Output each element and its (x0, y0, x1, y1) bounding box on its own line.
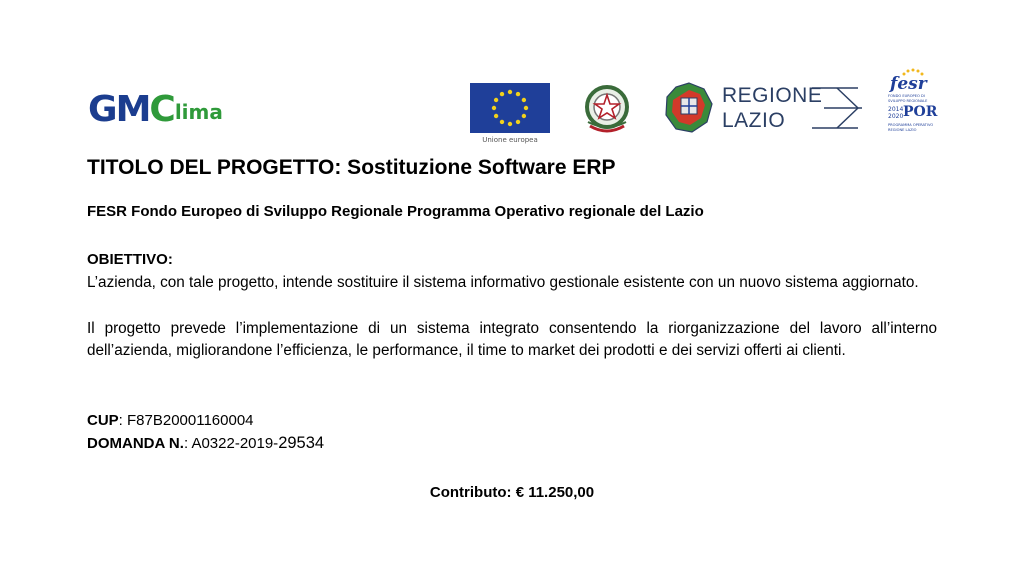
gmclima-logo (88, 88, 223, 128)
gmc-logo-c: C (149, 89, 174, 130)
lazio-logo-line2: LAZIO (722, 109, 786, 132)
eu-flag-icon (470, 83, 550, 133)
domanda-value-number: 29534 (278, 434, 325, 452)
objective-paragraph-1: L’azienda, con tale progetto, intende sostituire il sistema informativo gestionale esistente con un nuovo sistema aggiornato. (87, 274, 919, 291)
fesr-word: fesr (890, 74, 927, 94)
fesr-por-logo (884, 68, 940, 140)
cup-label: CUP (87, 412, 119, 429)
fesr-small-2: SVILUPPO REGIONALE (888, 99, 928, 103)
gmc-logo-lima: lima (174, 100, 223, 124)
fesr-small-4: REGIONE LAZIO (888, 128, 917, 132)
italian-republic-emblem-icon (580, 82, 634, 138)
project-subtitle: FESR Fondo Europeo di Sviluppo Regionale Programma Operativo regionale del Lazio (87, 203, 704, 220)
fesr-small-1: FONDO EUROPEO DI (888, 94, 925, 98)
objective-label: OBIETTIVO: (87, 251, 173, 268)
eu-flag-logo (470, 83, 550, 144)
domanda-value-prefix: : A0322-2019- (183, 435, 279, 452)
eu-caption: Unione europea (482, 136, 538, 144)
domanda-line (87, 434, 324, 453)
fesr-small-3: PROGRAMMA OPERATIVO (888, 123, 934, 127)
regione-lazio-logo (662, 80, 866, 136)
contribution-amount: Contributo: € 11.250,00 (429, 484, 595, 501)
objective-paragraph-2: Il progetto prevede l’implementazione di un sistema integrato consentendo la riorganizzazione del lavoro all’interno dell’azienda, migliorandone l’efficienza, le performance, il time to market dei prodotti e dei servizi offerti ai clienti. (87, 320, 937, 359)
domanda-label: DOMANDA N. (87, 435, 184, 452)
fesr-por: POR (903, 104, 938, 120)
gmc-logo-m: M (115, 89, 150, 130)
fesr-years-1: 2014 (888, 106, 904, 113)
project-title: TITOLO DEL PROGETTO: Sostituzione Software ERP (87, 156, 616, 179)
cup-value: : F87B20001160004 (118, 412, 254, 429)
lazio-logo-line1: REGIONE (722, 84, 823, 107)
fesr-years-2: 2020 (888, 113, 904, 120)
gmc-logo-g: G (88, 89, 116, 130)
cup-line (87, 412, 254, 429)
